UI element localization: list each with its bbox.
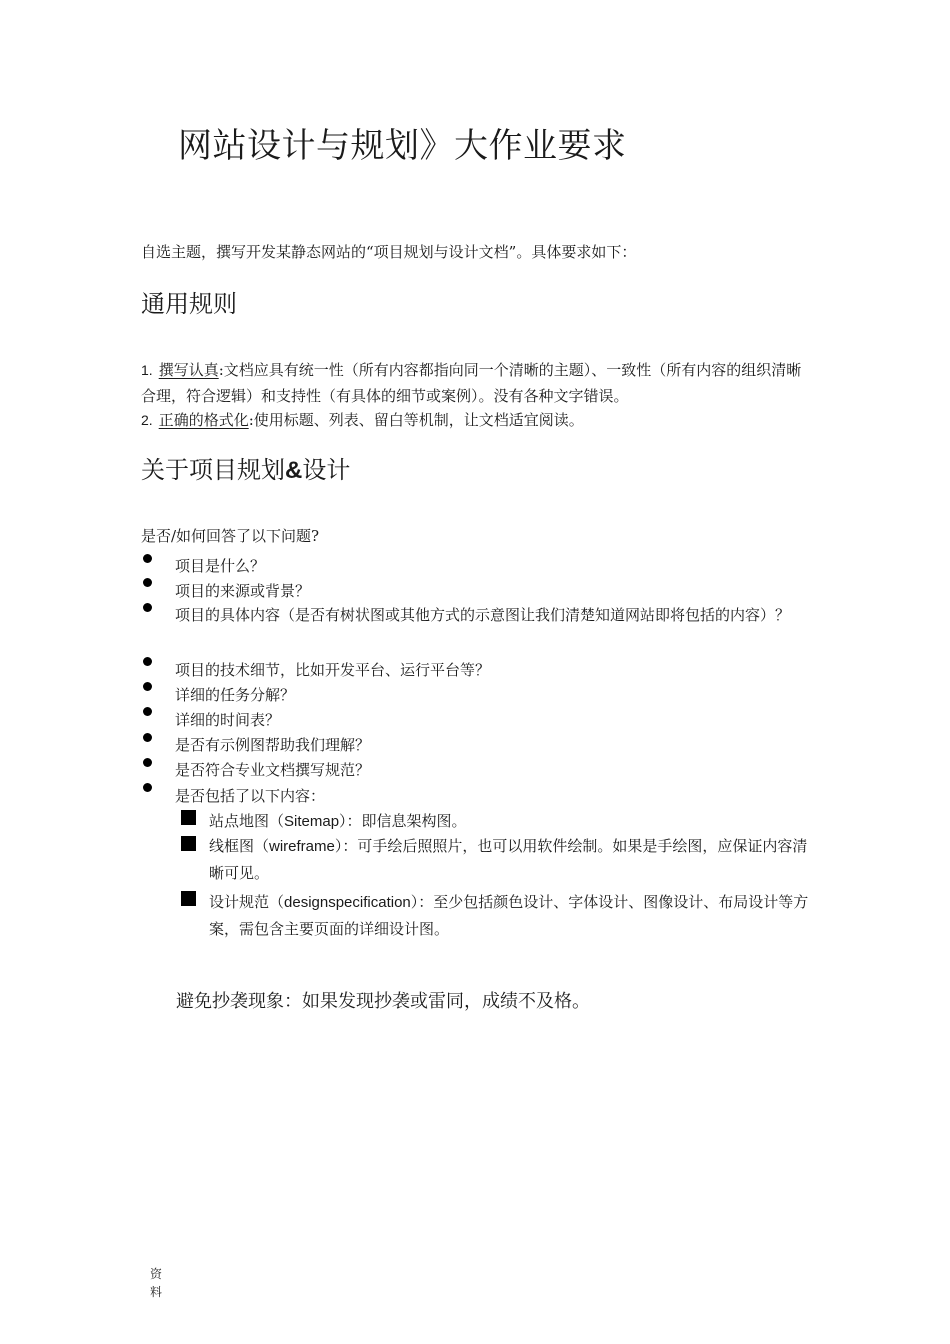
sub-item-text: ）：可手绘后照照片，也可以用软件绘制。如果是手绘图，应保证内容清晰可见。	[209, 837, 808, 882]
list-item: 是否符合专业文档撰写规范？	[175, 761, 371, 779]
list-item: 项目的技术细节，比如开发平台、运行平台等？	[175, 661, 491, 679]
bullet-dot	[143, 707, 152, 716]
heading-project-planning	[141, 453, 350, 488]
heading-ampersand: &	[285, 457, 303, 484]
heading-text: 关于项目规划	[141, 456, 285, 484]
sub-item-text: 站点地图（	[209, 812, 285, 830]
sub-item-text: 线框图（	[209, 837, 270, 855]
list-item: 项目的具体内容（是否有树状图或其他方式的示意图让我们清楚知道网站即将包括的内容）？	[175, 606, 791, 624]
bullet-dot	[143, 783, 152, 792]
heading-text: 设计	[302, 456, 351, 484]
heading-general-rules: 通用规则	[141, 290, 237, 318]
square-bullet	[181, 891, 196, 906]
list-item: 是否有示例图帮助我们理解？	[175, 736, 371, 754]
rule-number: 2.	[141, 412, 153, 428]
list-item: 详细的任务分解？	[175, 686, 296, 704]
sub-item-text: ）：至少包括颜色设计、字体设计、图像设计、布局设计等方案，需包含主要页面的详细设计图。	[209, 893, 809, 938]
sub-list-item	[209, 808, 814, 835]
list-item: 项目是什么？	[175, 557, 266, 575]
bullet-dot	[143, 758, 152, 767]
questions-lead: 是否/如何回答了以下问题?	[141, 527, 320, 545]
rule-text: :使用标题、列表、留白等机制，让文档适宜阅读。	[248, 411, 584, 429]
square-bullet	[181, 836, 196, 851]
bullet-dot	[143, 733, 152, 742]
intro-paragraph: 自选主题，撰写开发某静态网站的“项目规划与设计文档”。具体要求如下：	[141, 243, 637, 261]
sub-item-text: ）：即信息架构图。	[339, 812, 467, 830]
document-title: 网站设计与规划》大作业要求	[178, 126, 627, 166]
sub-item-text: 设计规范（	[209, 893, 285, 911]
sub-item-term: Sitemap	[284, 813, 340, 830]
rule-number: 1.	[141, 362, 153, 378]
square-bullet	[181, 810, 196, 825]
bullet-dot	[143, 657, 152, 666]
sub-item-term: designspecification	[284, 894, 411, 911]
rule-item	[141, 357, 811, 409]
rule-term: 正确的格式化	[158, 411, 249, 429]
sub-list-item	[209, 889, 814, 942]
sub-list-item	[209, 833, 814, 886]
list-item: 详细的时间表？	[175, 711, 281, 729]
rule-item	[141, 407, 811, 433]
footer-label: 资料	[149, 1267, 162, 1299]
bullet-dot	[143, 603, 152, 612]
bullet-dot	[143, 578, 152, 587]
rule-text: :文档应具有统一性（所有内容都指向同一个清晰的主题）、一致性（所有内容的组织清晰合理，符合逻辑）和支持性（有具体的细节或案例）。没有各种文字错误。	[141, 361, 802, 405]
bullet-dot	[143, 682, 152, 691]
rule-term: 撰写认真	[158, 361, 219, 379]
plagiarism-note: 避免抄袭现象：如果发现抄袭或雷同，成绩不及格。	[176, 991, 590, 1012]
sub-item-term: wireframe	[269, 838, 335, 855]
list-item: 是否包括了以下内容：	[175, 787, 326, 805]
list-item: 项目的来源或背景？	[175, 582, 311, 600]
bullet-dot	[143, 554, 152, 563]
